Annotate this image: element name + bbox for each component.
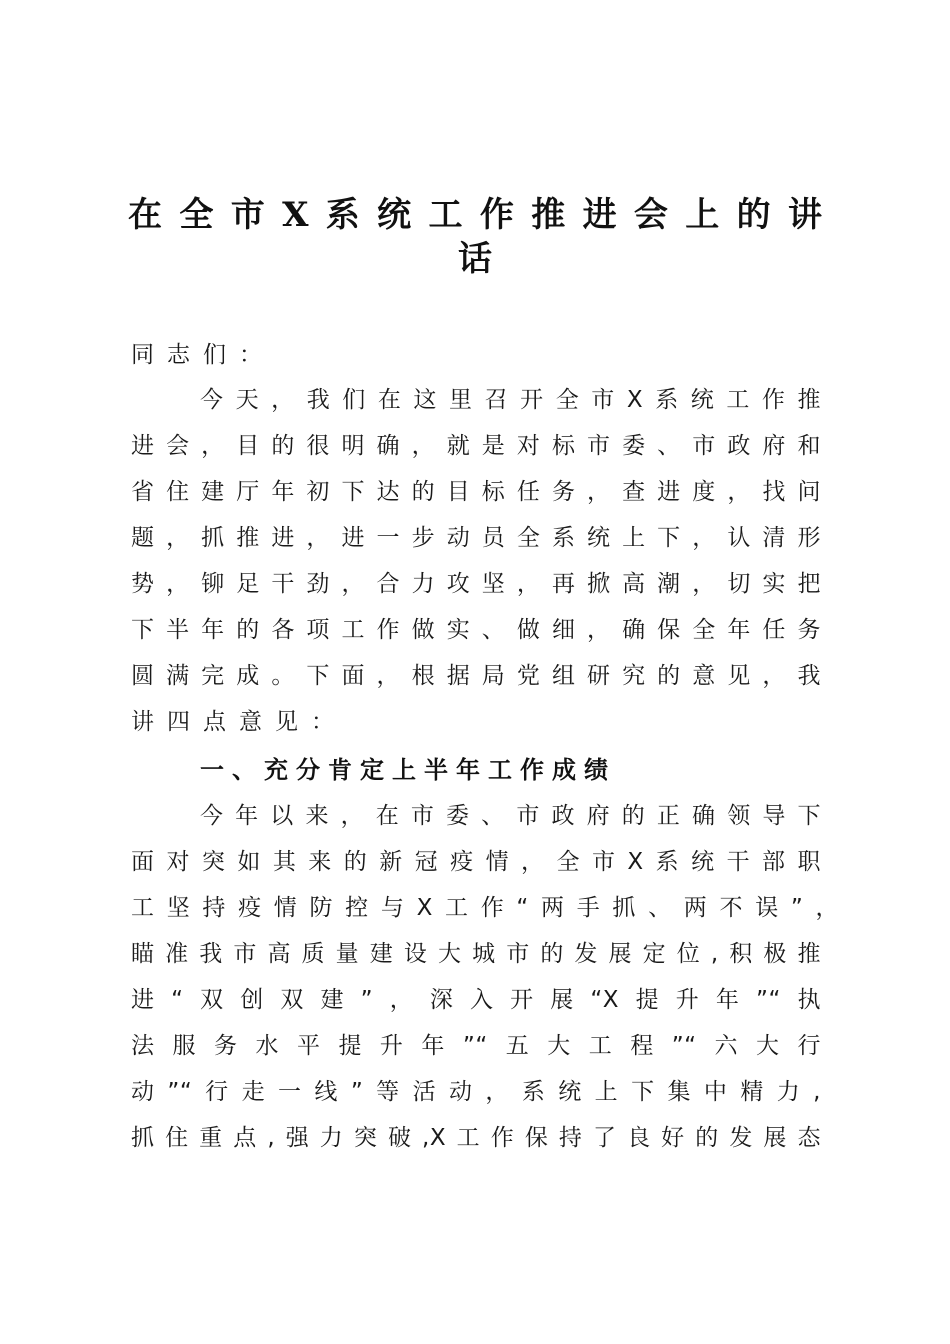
paragraph-1-line: 势，铆足干劲，合力攻坚，再掀高潮，切实把 bbox=[131, 571, 821, 597]
paragraph-2-line: 工坚持疫情防控与X工作“两手抓、两不误”， bbox=[131, 895, 839, 921]
paragraph-1-line: 题，抓推进，进一步动员全系统上下，认清形 bbox=[131, 525, 821, 551]
paragraph-1-line: 下半年的各项工作做实、做细，确保全年任务 bbox=[131, 617, 821, 643]
paragraph-1-line: 讲四点意见： bbox=[131, 709, 347, 735]
paragraph-1-line: 今天，我们在这里召开全市X系统工作推 bbox=[200, 387, 821, 413]
paragraph-1-line: 圆满完成。下面，根据局党组研究的意见，我 bbox=[131, 663, 821, 689]
paragraph-2-line: 动”“行走一线”等活动，系统上下集中精力, bbox=[131, 1079, 821, 1105]
paragraph-2-line: 抓住重点,强力突破,X工作保持了良好的发展态 bbox=[131, 1125, 821, 1151]
paragraph-2-line: 法服务水平提升年”“五大工程”“六大行 bbox=[131, 1033, 821, 1059]
paragraph-2-line: 进“双创双建”，深入开展“X提升年”“执 bbox=[131, 987, 821, 1013]
salutation: 同志们： bbox=[131, 342, 275, 368]
paragraph-2-line: 今年以来，在市委、市政府的正确领导下 bbox=[200, 803, 821, 829]
document-title-line-2: 话 bbox=[458, 239, 492, 279]
paragraph-2-line: 瞄准我市高质量建设大城市的发展定位,积极推 bbox=[131, 941, 821, 967]
paragraph-1-line: 省住建厅年初下达的目标任务，查进度，找问 bbox=[131, 479, 821, 505]
section-1-heading: 一、充分肯定上半年工作成绩 bbox=[200, 756, 616, 784]
paragraph-1-line: 进会，目的很明确，就是对标市委、市政府和 bbox=[131, 433, 821, 459]
paragraph-2-line: 面对突如其来的新冠疫情，全市X系统干部职 bbox=[131, 849, 821, 875]
document-title-line-1: 在全市X系统工作推进会上的讲 bbox=[128, 195, 822, 235]
